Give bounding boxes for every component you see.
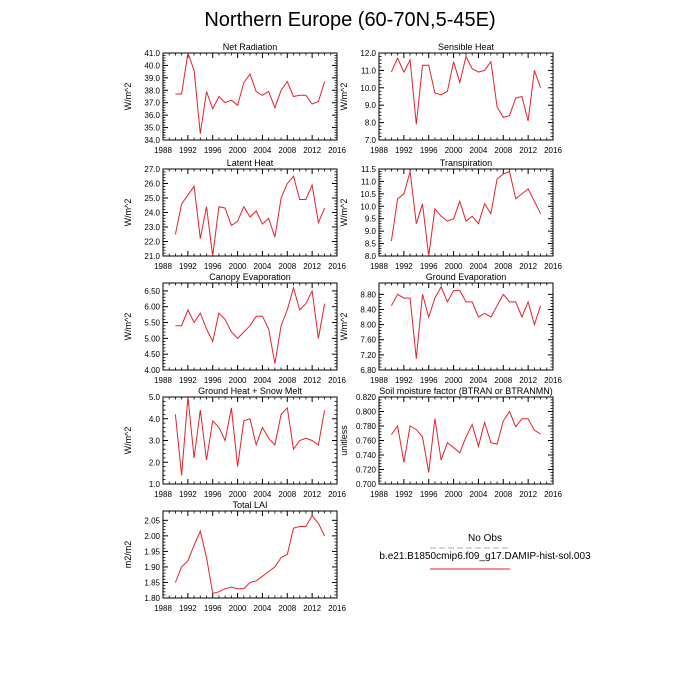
x-tick-label: 2008: [494, 262, 513, 271]
y-tick-label: 21.0: [144, 252, 160, 261]
total-lai-frame: [163, 511, 337, 598]
x-tick-label: 2012: [303, 490, 322, 499]
x-tick-label: 2016: [328, 262, 346, 271]
latent-heat-frame: [163, 169, 337, 256]
x-tick-label: 2008: [278, 490, 297, 499]
total-lai-ylabel: m2/m2: [123, 540, 133, 569]
x-tick-label: 2012: [303, 262, 322, 271]
y-tick-label: 0.800: [355, 407, 376, 417]
canopy-evaporation-frame: [163, 283, 337, 370]
y-tick-label: 11.0: [361, 177, 376, 187]
x-tick-label: 1992: [178, 490, 197, 499]
y-tick-label: 7.60: [360, 335, 376, 345]
canopy-evaporation-ylabel: W/m^2: [123, 312, 133, 341]
x-tick-label: 2008: [278, 604, 297, 613]
y-tick-label: 39.0: [144, 73, 160, 83]
ground-evaporation-panel: [339, 272, 562, 385]
net-radiation-ylabel: W/m^2: [123, 82, 133, 111]
y-tick-label: 0.820: [355, 393, 376, 402]
y-tick-label: 4.0: [148, 414, 160, 424]
y-tick-label: 1.90: [144, 562, 160, 572]
transpiration-ylabel: W/m^2: [339, 198, 349, 227]
x-tick-label: 2000: [228, 146, 247, 155]
y-tick-label: 41.0: [144, 49, 160, 58]
y-tick-label: 2.00: [144, 531, 160, 541]
transpiration-title: Transpiration: [439, 158, 493, 168]
net-radiation-title: Net Radiation: [222, 42, 278, 52]
x-tick-label: 2004: [469, 262, 488, 271]
x-tick-label: 2016: [544, 262, 562, 271]
x-tick-label: 2008: [278, 262, 297, 271]
canopy-evaporation-panel: [123, 272, 346, 385]
y-tick-label: 9.0: [364, 227, 376, 237]
x-tick-label: 2000: [444, 262, 463, 271]
y-tick-label: 10.0: [360, 83, 376, 93]
y-tick-label: 37.0: [144, 98, 160, 108]
x-tick-label: 2012: [303, 376, 322, 385]
x-tick-label: 1992: [394, 146, 413, 155]
y-tick-label: 10.0: [360, 202, 376, 212]
y-tick-label: 0.700: [355, 480, 376, 489]
x-tick-label: 2016: [328, 376, 346, 385]
x-tick-label: 2012: [519, 146, 538, 155]
x-tick-label: 1996: [203, 262, 222, 271]
net-radiation-frame: [163, 53, 337, 140]
y-tick-label: 4.00: [144, 366, 160, 375]
x-tick-label: 2016: [544, 376, 562, 385]
transpiration-panel: [339, 158, 562, 271]
y-tick-label: 8.0: [364, 118, 376, 128]
x-tick-label: 2012: [519, 262, 538, 271]
x-tick-label: 2004: [253, 376, 272, 385]
x-tick-label: 1988: [154, 376, 172, 385]
x-tick-label: 1988: [154, 490, 172, 499]
y-tick-label: 1.85: [144, 578, 160, 588]
page-title: Northern Europe (60-70N,5-45E): [204, 9, 496, 31]
x-tick-label: 1988: [370, 490, 388, 499]
x-tick-label: 2004: [469, 490, 488, 499]
x-tick-label: 2008: [494, 376, 513, 385]
soil-moisture-factor-series-line: [391, 412, 540, 473]
x-tick-label: 1996: [419, 262, 438, 271]
legend-swatches: [345, 533, 625, 593]
legend-obs-label: No Obs: [468, 533, 502, 544]
x-tick-label: 2016: [544, 490, 562, 499]
y-tick-label: 35.0: [144, 123, 160, 133]
y-tick-label: 0.720: [355, 465, 376, 475]
y-tick-label: 11.0: [361, 66, 376, 76]
latent-heat-series-line: [175, 176, 324, 256]
y-tick-label: 34.0: [144, 136, 160, 145]
y-tick-label: 0.740: [355, 451, 376, 460]
latent-heat-title: Latent Heat: [226, 158, 274, 168]
y-tick-label: 4.50: [144, 350, 160, 360]
x-tick-label: 1992: [178, 146, 197, 155]
y-tick-label: 38.0: [144, 86, 160, 96]
y-tick-label: 12.0: [360, 49, 376, 58]
x-tick-label: 1992: [178, 262, 197, 271]
sensible-heat-frame: [379, 53, 553, 140]
ground-evaporation-ylabel: W/m^2: [339, 312, 349, 341]
x-tick-label: 1992: [394, 490, 413, 499]
net-radiation-panel: [123, 42, 346, 155]
x-tick-label: 2012: [519, 376, 538, 385]
x-tick-label: 2008: [278, 146, 297, 155]
transpiration-frame: [379, 169, 553, 256]
x-tick-label: 1992: [394, 376, 413, 385]
latent-heat-panel: [123, 158, 346, 271]
x-tick-label: 1996: [203, 490, 222, 499]
x-tick-label: 1988: [154, 604, 172, 613]
x-tick-label: 2000: [228, 604, 247, 613]
y-tick-label: 9.0: [364, 101, 376, 111]
ground-evaporation-frame: [379, 283, 553, 370]
x-tick-label: 2000: [444, 146, 463, 155]
x-tick-label: 2004: [469, 146, 488, 155]
y-tick-label: 7.0: [364, 136, 376, 145]
x-tick-label: 2004: [253, 262, 272, 271]
y-tick-label: 6.50: [144, 286, 160, 296]
ground-heat-snow-melt-title: Ground Heat + Snow Melt: [198, 386, 302, 396]
y-tick-label: 24.0: [144, 208, 160, 218]
soil-moisture-factor-frame: [379, 397, 553, 484]
ground-heat-snow-melt-panel: [123, 386, 346, 499]
canopy-evaporation-title: Canopy Evaporation: [209, 272, 291, 282]
y-tick-label: 23.0: [144, 223, 160, 232]
y-tick-label: 36.0: [144, 111, 160, 121]
x-tick-label: 2008: [494, 490, 513, 499]
y-tick-label: 1.0: [148, 480, 160, 489]
x-tick-label: 2016: [328, 146, 346, 155]
x-tick-label: 1996: [203, 146, 222, 155]
y-tick-label: 6.00: [144, 302, 160, 312]
y-tick-label: 5.0: [148, 393, 160, 402]
x-tick-label: 1992: [178, 376, 197, 385]
y-tick-label: 5.50: [144, 318, 160, 328]
sensible-heat-series-line: [391, 57, 540, 125]
x-tick-label: 1988: [370, 146, 388, 155]
y-tick-label: 10.5: [360, 189, 376, 199]
soil-moisture-factor-panel: [339, 386, 562, 499]
x-tick-label: 2004: [253, 604, 272, 613]
y-tick-label: 8.80: [360, 290, 376, 300]
x-tick-label: 2000: [228, 376, 247, 385]
y-tick-label: 40.0: [144, 61, 160, 71]
x-tick-label: 1992: [178, 604, 197, 613]
x-tick-label: 1996: [203, 604, 222, 613]
x-tick-label: 1996: [419, 376, 438, 385]
soil-moisture-factor-title: Soil moisture factor (BTRAN or BTRANMN): [379, 386, 553, 396]
x-tick-label: 1988: [154, 146, 172, 155]
total-lai-series-line: [175, 516, 324, 594]
x-tick-label: 1988: [370, 262, 388, 271]
latent-heat-ylabel: W/m^2: [123, 198, 133, 227]
x-tick-label: 2000: [444, 490, 463, 499]
sensible-heat-ylabel: W/m^2: [339, 82, 349, 111]
sensible-heat-panel: [339, 42, 562, 155]
y-tick-label: 9.5: [364, 214, 376, 224]
y-tick-label: 26.0: [144, 179, 160, 189]
y-tick-label: 1.95: [144, 547, 160, 557]
y-tick-label: 22.0: [144, 237, 160, 247]
y-tick-label: 2.0: [148, 458, 160, 468]
x-tick-label: 2012: [303, 604, 322, 613]
legend-model-label: b.e21.B1850cmip6.f09_g17.DAMIP-hist-sol.003: [379, 551, 591, 562]
x-tick-label: 2000: [444, 376, 463, 385]
y-tick-label: 0.760: [355, 436, 376, 446]
total-lai-panel: [123, 500, 346, 613]
y-tick-label: 25.0: [144, 194, 160, 203]
ground-evaporation-series-line: [391, 287, 540, 359]
x-tick-label: 2000: [228, 490, 247, 499]
y-tick-label: 8.0: [364, 252, 376, 261]
y-tick-label: 3.0: [148, 436, 160, 446]
x-tick-label: 2008: [278, 376, 297, 385]
y-tick-label: 7.20: [360, 350, 376, 360]
transpiration-series-line: [391, 172, 540, 257]
total-lai-title: Total LAI: [232, 500, 268, 510]
ground-evaporation-title: Ground Evaporation: [425, 272, 507, 282]
x-tick-label: 2012: [303, 146, 322, 155]
canopy-evaporation-series-line: [175, 288, 324, 364]
x-tick-label: 2012: [519, 490, 538, 499]
y-tick-label: 11.5: [361, 165, 376, 174]
ground-heat-snow-melt-series-line: [175, 397, 324, 475]
y-tick-label: 8.40: [360, 305, 376, 315]
y-tick-label: 5.00: [144, 334, 160, 344]
x-tick-label: 1996: [419, 490, 438, 499]
x-tick-label: 1992: [394, 262, 413, 271]
soil-moisture-factor-ylabel: unitless: [339, 425, 349, 456]
y-tick-label: 2.05: [144, 516, 160, 526]
x-tick-label: 2004: [253, 490, 272, 499]
y-tick-label: 6.80: [360, 366, 376, 375]
y-tick-label: 8.00: [360, 320, 376, 330]
x-tick-label: 2000: [228, 262, 247, 271]
y-tick-label: 8.5: [364, 239, 376, 249]
x-tick-label: 2004: [253, 146, 272, 155]
x-tick-label: 2016: [328, 490, 346, 499]
x-tick-label: 1996: [419, 146, 438, 155]
ground-heat-snow-melt-ylabel: W/m^2: [123, 426, 133, 455]
sensible-heat-title: Sensible Heat: [437, 42, 495, 52]
x-tick-label: 2016: [544, 146, 562, 155]
x-tick-label: 1988: [154, 262, 172, 271]
x-tick-label: 2008: [494, 146, 513, 155]
y-tick-label: 27.0: [144, 165, 160, 174]
x-tick-label: 1988: [370, 376, 388, 385]
x-tick-label: 2016: [328, 604, 346, 613]
y-tick-label: 1.80: [144, 594, 160, 603]
x-tick-label: 1996: [203, 376, 222, 385]
x-tick-label: 2004: [469, 376, 488, 385]
net-radiation-series-line: [175, 53, 324, 134]
y-tick-label: 0.780: [355, 422, 376, 431]
